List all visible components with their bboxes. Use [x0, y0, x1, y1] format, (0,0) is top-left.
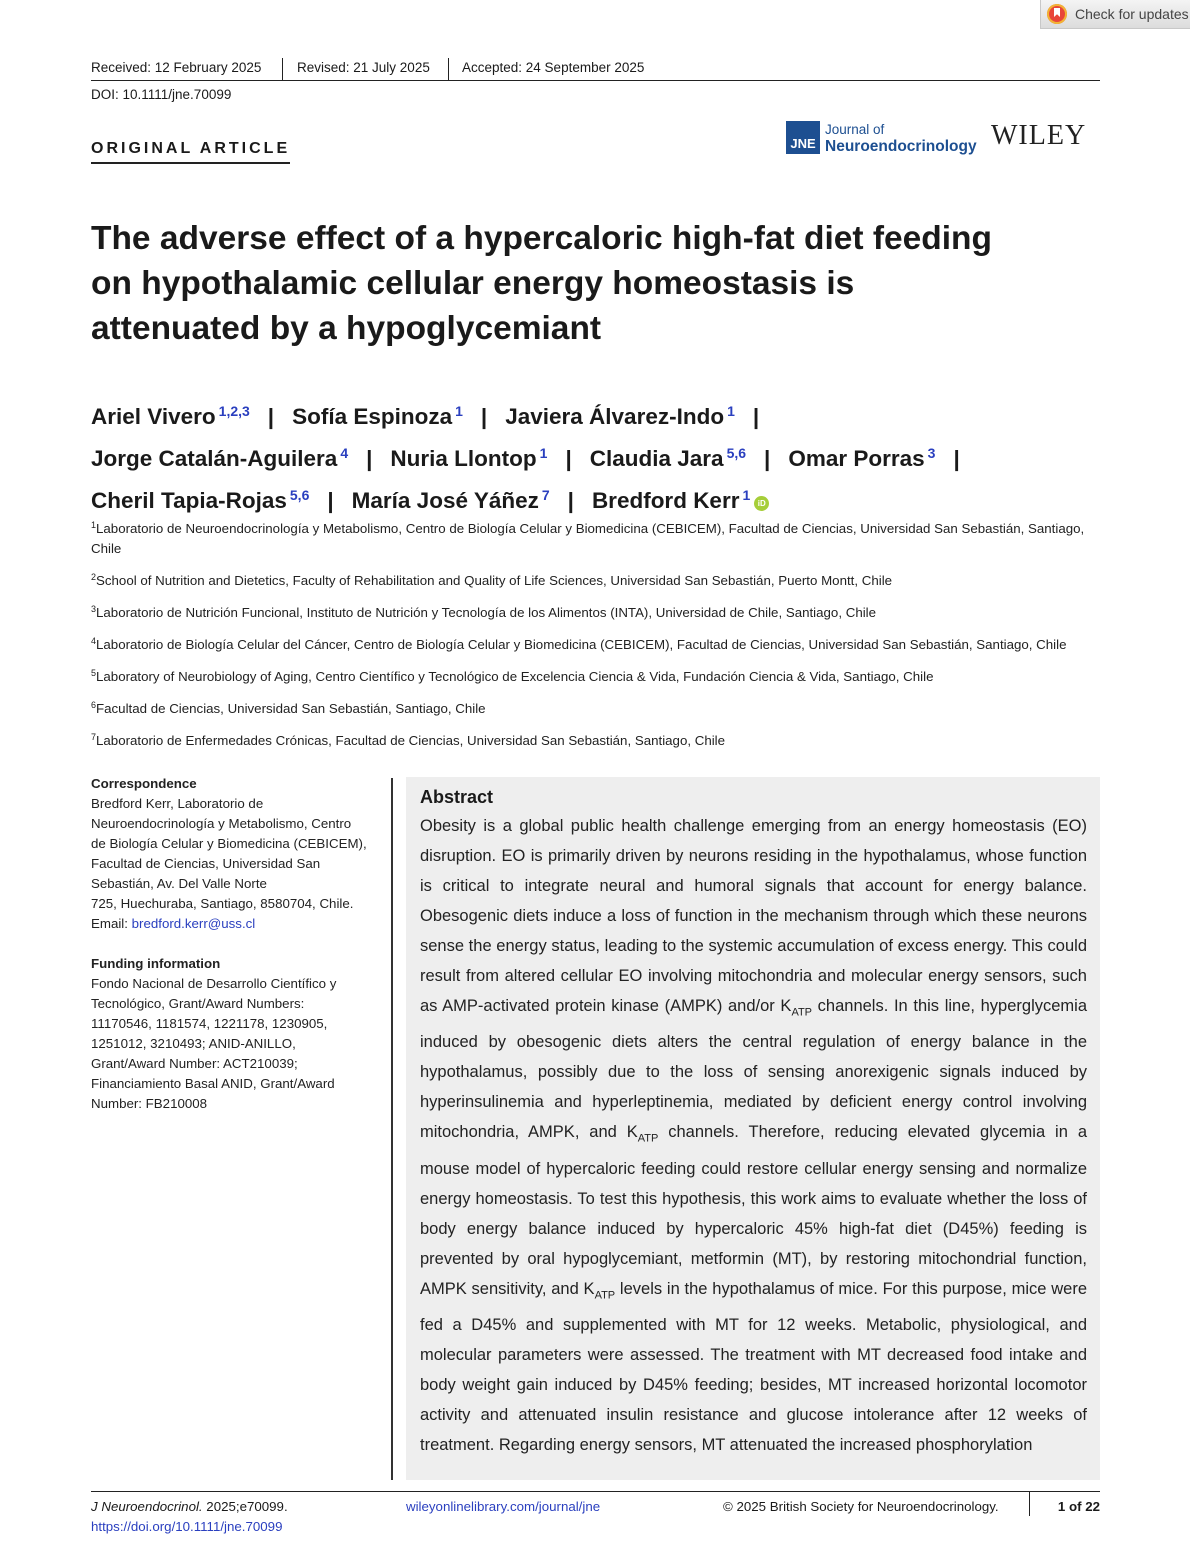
correspondence-line: Facultad de Ciencias, Universidad San	[91, 856, 321, 871]
affiliation	[91, 727, 1091, 751]
author-affiliation[interactable]: 4	[340, 445, 349, 461]
accepted-date: Accepted: 24 September 2025	[462, 60, 645, 75]
affiliation-text: Facultad de Ciencias, Universidad San Sebastián, Santiago, Chile	[96, 701, 486, 716]
funding-heading: Funding information	[91, 956, 221, 971]
abstract-segment: channels. In this line, hyperglycemia induced by obesogenic diets alters the central regulation of energy balance in the hypothalamus, possibly due to the loss of sensing anorexigenic signals induced by hyperinsulinemia and hyperleptinemia, mediated by deficient energy control involving mitochondria, AMPK, and K	[420, 997, 1088, 1142]
affiliation-text: Laboratorio de Neuroendocrinología y Metabolismo, Centro de Biología Celular y Biomedicina (CEBICEM), Facultad de Ciencias, Universidad San Sebastián, Santiago, Chile	[91, 521, 1085, 556]
correspondence-line: Neuroendocrinología y Metabolismo, Centro	[91, 816, 352, 831]
affiliation	[91, 695, 1091, 719]
copyright: © 2025 British Society for Neuroendocrinology.	[723, 1499, 999, 1514]
check-for-updates-label: Check for updates	[1075, 6, 1189, 22]
orcid-icon[interactable]: iD	[754, 496, 769, 511]
author-name[interactable]: María José Yáñez	[351, 488, 539, 513]
correspondence-text	[91, 794, 376, 934]
affiliation-number: 6	[91, 700, 97, 710]
sidebar-info	[91, 774, 376, 1134]
date-divider	[282, 58, 283, 80]
author-separator: |	[267, 404, 275, 429]
author-affiliation[interactable]: 1	[455, 403, 463, 419]
author-name[interactable]: Cheril Tapia-Rojas	[91, 488, 287, 513]
funding-line: Fondo Nacional de Desarrollo Científico y	[91, 976, 337, 991]
affiliation-text: Laboratorio de Enfermedades Crónicas, Facultad de Ciencias, Universidad San Sebastián, Santiago, Chile	[96, 733, 726, 748]
funding-text	[91, 974, 376, 1114]
page-footer	[91, 1491, 1100, 1532]
correspondence-line: de Biología Celular y Biomedicina (CEBICEM),	[91, 836, 367, 851]
funding-line: Tecnológico, Grant/Award Numbers:	[91, 996, 305, 1011]
author-name[interactable]: Claudia Jara	[589, 446, 724, 471]
journal-name	[825, 121, 977, 155]
doi[interactable]: DOI: 10.1111/jne.70099	[91, 87, 232, 102]
title-line: attenuated by a hypoglycemiant	[91, 310, 602, 347]
author-name[interactable]: Jorge Catalán-Aguilera	[91, 446, 338, 471]
author-separator: |	[565, 446, 572, 471]
author-name[interactable]: Bredford Kerr	[591, 488, 740, 513]
affiliation-number: 4	[91, 636, 97, 646]
author-name[interactable]: Sofía Espinoza	[292, 404, 453, 429]
author-separator: |	[480, 404, 488, 429]
abstract-segment: channels. Therefore, reducing elevated glycemia in a mouse model of hypercaloric feeding could restore cellular energy sensing and normalize energy homeostasis. To test this hypothesis, this work aims to evaluate whether the loss of body energy balance induced by hypercaloric 45% high-fat diet (D45%) feeding is prevented by oral hypoglycemiant, metformin (MT), by restoring mitochondrial function, AMPK sensitivity, and K	[420, 1123, 1087, 1298]
author-name[interactable]: Omar Porras	[788, 446, 925, 471]
abstract-subscript: ATP	[791, 1006, 813, 1019]
author-name[interactable]: Ariel Vivero	[91, 404, 216, 429]
author-separator: |	[327, 488, 334, 513]
email-link[interactable]: bredford.kerr@uss.cl	[131, 916, 256, 931]
doi-link[interactable]: https://doi.org/10.1111/jne.70099	[91, 1519, 283, 1534]
correspondence-line: Sebastián, Av. Del Valle Norte	[91, 876, 267, 891]
author-affiliation[interactable]: 1	[727, 403, 735, 419]
author-separator: |	[567, 488, 574, 513]
correspondence-line: 725, Huechuraba, Santiago, 8580704, Chile.	[91, 896, 354, 911]
correspondence-heading: Correspondence	[91, 776, 197, 791]
author-affiliation[interactable]: 1	[742, 487, 751, 503]
affiliation-number: 3	[91, 604, 97, 614]
bookmark-icon	[1047, 4, 1067, 24]
affiliation	[91, 515, 1091, 559]
abstract-text	[420, 811, 1087, 1460]
author-affiliation[interactable]: 3	[927, 445, 936, 461]
publisher-logo: WILEY	[991, 120, 1087, 151]
journal-name-line1: Journal of	[825, 122, 885, 137]
title-line: The adverse effect of a hypercaloric high-fat diet feeding	[91, 220, 992, 257]
affiliation-text: Laboratory of Neurobiology of Aging, Centro Científico y Tecnológico de Excelencia Ciencia & Vida, Fundación Ciencia & Vida, Santiago, Chile	[96, 669, 934, 684]
affiliation	[91, 599, 1091, 623]
abstract-segment: levels in the hypothalamus of mice. For this purpose, mice were fed a D45% and supplemented with MT for 12 weeks. Metabolic, physiological, and molecular parameters were assessed. The treatment with MT decreased food intake and body weight gain induced by D45% feeding; besides, MT increased horizontal locomotor activity and attenuated insulin resistance and glucose intolerance after 12 weeks of treatment. Regarding energy sensors, MT attenuated the increased phosphorylation	[420, 1279, 1087, 1454]
email-label: Email:	[91, 916, 132, 931]
author-affiliation[interactable]: 1	[539, 445, 548, 461]
received-date: Received: 12 February 2025	[91, 60, 262, 75]
jne-logo: JNE	[786, 121, 820, 154]
author-list	[91, 393, 1100, 519]
journal-name-line2: Neuroendocrinology	[825, 138, 977, 155]
author-name[interactable]: Nuria Llontop	[390, 446, 537, 471]
abstract-heading: Abstract	[420, 787, 494, 807]
author-separator: |	[752, 404, 760, 429]
affiliation-number: 7	[91, 732, 97, 742]
affiliation-number: 2	[91, 572, 97, 582]
author-affiliation[interactable]: 5,6	[289, 487, 310, 503]
author-row	[91, 435, 1100, 477]
affiliation-list	[91, 515, 1091, 759]
article-dates	[91, 58, 1100, 81]
article-title	[91, 216, 1051, 351]
author-affiliation[interactable]: 5,6	[726, 445, 747, 461]
title-line: on hypothalamic cellular energy homeostasis is	[91, 265, 855, 302]
funding-line: Number: FB210008	[91, 1096, 208, 1111]
citation	[91, 1497, 288, 1537]
author-name[interactable]: Javiera Álvarez-Indo	[505, 404, 725, 429]
author-separator: |	[366, 446, 373, 471]
revised-date: Revised: 21 July 2025	[297, 60, 430, 75]
affiliation-number: 5	[91, 668, 97, 678]
citation-journal: J Neuroendocrinol.	[91, 1499, 203, 1514]
footer-divider	[1029, 1492, 1030, 1516]
abstract-box	[406, 777, 1100, 1480]
website-link[interactable]: wileyonlinelibrary.com/journal/jne	[406, 1499, 601, 1514]
author-row	[91, 477, 1100, 519]
abstract-subscript: ATP	[637, 1132, 659, 1145]
check-for-updates-badge[interactable]	[1040, 0, 1190, 29]
affiliation-text: Laboratorio de Biología Celular del Cáncer, Centro de Biología Celular y Biomedicina (CEBICEM), Facultad de Ciencias, Universidad San Sebastián, Santiago, Chile	[96, 637, 1067, 652]
affiliation	[91, 663, 1091, 687]
affiliation	[91, 567, 1091, 591]
author-separator: |	[764, 446, 771, 471]
funding-line: Grant/Award Number: ACT210039;	[91, 1056, 298, 1071]
column-divider	[391, 778, 393, 1480]
author-affiliation[interactable]: 1,2,3	[218, 403, 250, 419]
funding-line: Financiamiento Basal ANID, Grant/Award	[91, 1076, 335, 1091]
date-divider	[448, 58, 449, 80]
article-type: ORIGINAL ARTICLE	[91, 140, 290, 164]
affiliation	[91, 631, 1091, 655]
author-separator: |	[953, 446, 960, 471]
author-affiliation[interactable]: 7	[541, 487, 550, 503]
funding-line: 1251012, 3210493; ANID-ANILLO,	[91, 1036, 296, 1051]
correspondence-line: Bredford Kerr, Laboratorio de	[91, 796, 264, 811]
abstract-segment: Obesity is a global public health challenge emerging from an energy homeostasis (EO) disruption. EO is primarily driven by neurons residing in the hypothalamus, whose function is critical to integrate neural and humoral signals that account for energy balance. Obesogenic diets induce a loss of function in the mechanism through which these neurons sense the energy status, leading to the systemic accumulation of excess energy. This could result from altered cellular EO involving mitochondria and molecular energy sensors, such as AMP-activated protein kinase (AMPK) and/or K	[420, 817, 1087, 1015]
affiliation-text: School of Nutrition and Dietetics, Faculty of Rehabilitation and Quality of Life Sciences, Universidad San Sebastián, Puerto Montt, Chile	[96, 573, 893, 588]
affiliation-number: 1	[91, 520, 97, 530]
page-number: 1 of 22	[1057, 1499, 1100, 1514]
funding-line: 11170546, 1181574, 1221178, 1230905,	[91, 1016, 328, 1031]
affiliation-text: Laboratorio de Nutrición Funcional, Instituto de Nutrición y Tecnología de los Alimentos (INTA), Universidad de Chile, Santiago, Chile	[96, 605, 877, 620]
author-row	[91, 393, 1100, 435]
citation-volume: 2025;e70099.	[202, 1499, 288, 1514]
abstract-subscript: ATP	[594, 1288, 616, 1301]
